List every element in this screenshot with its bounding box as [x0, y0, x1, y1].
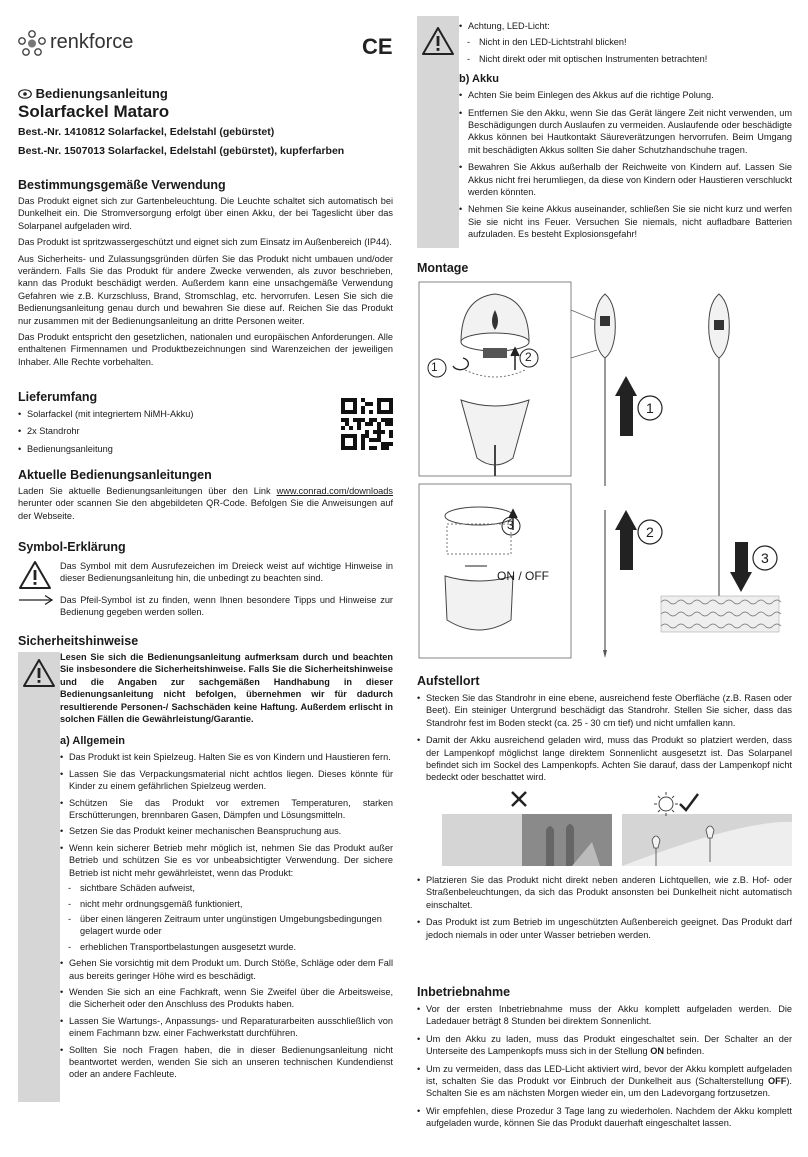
brand-logo	[18, 30, 168, 60]
delivery-item: • 2x Standrohr	[18, 425, 318, 437]
section-title-placement: Aufstellort	[417, 674, 480, 688]
ground-soil	[661, 596, 779, 632]
intended-use-p2: Das Produkt ist spritzwassergeschützt und eignet sich zum Einsatz im Außenbereich (IP44).	[18, 237, 392, 248]
safety-bullet: • Wenn kein sicherer Betrieb mehr möglich ist, nehmen Sie das Produkt außer Betrieb und schützen Sie es vor unbeabsichtigter Verwendung. Der sichere Betrieb ist nicht mehr gewährleistet, wenn das Produkt:	[60, 842, 393, 879]
down-arrow-3	[735, 542, 748, 576]
led-warning-title: • Achtung, LED-Licht:	[459, 20, 792, 32]
section-title-symbols: Symbol-Erklärung	[18, 540, 126, 554]
step-number-3: 3	[761, 550, 769, 566]
startup-bullet: • Wir empfehlen, diese Prozedur 3 Tage lang zu wiederholen. Nachdem der Akku komplett aufgeladen wurde, können Sie das Produkt dauerhaft eingeschaltet lassen.	[417, 1105, 792, 1130]
manuals-text: Laden Sie aktuelle Bedienungsanleitungen über den Link www.conrad.com/downloads herunter oder scannen Sie den abgebildeten QR-Code. Befolgen Sie die Anweisungen auf der Webseite.	[18, 486, 393, 521]
item-number-2: Best.-Nr. 1507013 Solarfackel, Edelstahl (gebürstet), kupferfarben	[18, 145, 345, 157]
battery-sidebar	[417, 16, 459, 248]
safety-sidebar	[18, 652, 60, 1102]
led-warning-item: - Nicht in den LED-Lichtstrahl blicken!	[459, 36, 792, 48]
torch-installed	[661, 294, 781, 632]
safety-bullet: • Sollten Sie noch Fragen haben, die in dieser Bedienungsanleitung nicht beantwortet werden, wenden Sie sich an unseren technischen Kundendienst oder an andere Fachleute.	[60, 1044, 393, 1081]
warning-symbol-text: Das Symbol mit dem Ausrufezeichen im Dreieck weist auf wichtige Hinweise in dieser Bedienungsanleitung hin, die unbedingt zu beachten sind.	[60, 561, 393, 584]
intended-use-p1: Das Produkt eignet sich zur Gartenbeleuchtung. Die Leuchte schaltet sich automatisch bei Dunkelheit ein. Die Stromversorgung erfolgt über einen Akku, der bei Tageslicht über das Solarpanel aufgeladen wird.	[18, 196, 393, 231]
delivery-item: • Bedienungsanleitung	[18, 443, 318, 455]
ce-mark: CE	[362, 34, 393, 59]
step-number-2: 2	[646, 524, 654, 540]
step-number-1: 1	[646, 400, 654, 416]
battery-bullet: • Entfernen Sie den Akku, wenn Sie das Gerät längere Zeit nicht verwenden, um Beschädigungen durch Auslaufen zu vermeiden. Auslaufende oder beschädigte Akkus können bei Hautkontakt Säureverätzungen hervorrufen. Beim Umgang mit beschädigten Akkus sollten Sie daher Schutzhandschuhe tragen.	[459, 107, 792, 157]
renkforce-logo-icon	[18, 30, 46, 56]
subsection-battery: b) Akku	[459, 73, 499, 86]
up-arrow-2	[620, 526, 633, 570]
safety-dash-item: - sichtbare Schäden aufweist,	[60, 882, 393, 894]
safety-bullet: • Lassen Sie das Verpackungsmaterial nicht achtlos liegen. Dieses könnte für Kinder zu einem gefährlichen Spielzeug werden.	[60, 768, 393, 793]
step-number-2: 2	[525, 350, 532, 364]
startup-bullet: • Um zu vermeiden, dass das LED-Licht aktiviert wird, bevor der Akku komplett aufgeladen ist, schalten Sie das Produkt vor Einbruch der Dunkelheit aus (Schalterstellung OFF). Schalten Sie es am nächsten Morgen wieder ein, um den Ladevorgang fortzusetzen.	[417, 1063, 792, 1100]
placement-bullet: • Stecken Sie das Standrohr in eine ebene, ausreichend feste Oberfläche (z.B. Rasen oder Beet). Ein steiniger Untergrund beschädigt das Standrohr. Stellen Sie sicher, dass das Standrohr fest im Boden steckt (ca. 25 - 30 cm tief) und nicht umfallen kann.	[417, 692, 792, 729]
placement-bullet: • Das Produkt ist zum Betrieb im ungeschützten Außenbereich geeignet. Das Produkt darf jedoch niemals in oder unter Wasser betrieben werden.	[417, 916, 792, 941]
battery-bullet: • Achten Sie beim Einlegen des Akkus auf die richtige Polung.	[459, 89, 792, 101]
arrow-symbol-text: Das Pfeil-Symbol ist zu finden, wenn Ihnen besondere Tipps und Hinweise zur Bedienung gegeben werden sollen.	[60, 595, 393, 618]
warning-triangle-icon	[18, 560, 52, 590]
step-number-1: 1	[431, 360, 438, 374]
safety-bullet: • Lassen Sie Wartungs-, Anpassungs- und Reparaturarbeiten ausschließlich von einem Fachmann bzw. einer Fachwerkstatt durchführen.	[60, 1015, 393, 1040]
section-title-delivery: Lieferumfang	[18, 390, 98, 404]
intended-use-p3: Aus Sicherheits- und Zulassungsgründen dürfen Sie das Produkt nicht umbauen und/oder verändern. Falls Sie das Produkt für andere Zwecke verwenden, als zuvor beschrieben, kann das Produkt beschädigt werden. Außerdem kann eine unsachgemäße Verwendung Gefahren wie z.B. Kurzschluss, Brand, Stromschlag, etc. hervorrufen. Lesen Sie sich die Bedienungsanleitung genau durch und bewahren Sie diese auf. Reichen Sie das Produkt nur zusammen mit der Bedienungsanleitung an dritte Personen weiter.	[18, 253, 393, 326]
safety-bullet: • Gehen Sie vorsichtig mit dem Produkt um. Durch Stöße, Schläge oder dem Fall aus bereits geringer Höhe wird es beschädigt.	[60, 957, 393, 982]
on-off-label: ON / OFF	[497, 569, 549, 583]
safety-bullet: • Das Produkt ist kein Spielzeug. Halten Sie es von Kindern und Haustieren fern.	[60, 751, 393, 763]
safety-dash-item: - erheblichen Transportbelastungen ausgesetzt wurde.	[60, 941, 393, 953]
assembly-illustration	[417, 280, 792, 660]
torch-with-stake	[571, 294, 615, 658]
placement-bullet: • Platzieren Sie das Produkt nicht direkt neben anderen Lichtquellen, wie z.B. Hof- oder Straßenbeleuchtungen, da sich das Produkt ansonsten bei Dunkelheit nicht automatisch einschaltet.	[417, 874, 792, 911]
step-number-3: 3	[507, 518, 514, 532]
eye-icon	[18, 89, 32, 99]
startup-bullet: • Vor der ersten Inbetriebnahme muss der Akku komplett aufgeladen werden. Die Ladedauer beträgt 8 Stunden bei direktem Sonnenlicht.	[417, 1003, 792, 1028]
battery-bullet: • Nehmen Sie keine Akkus auseinander, schließen Sie sie nicht kurz und werfen Sie sie nicht ins Feuer. Versuchen Sie niemals, nicht aufladbare Batterien aufzuladen. Es besteht Explosionsgefahr!	[459, 203, 792, 240]
safety-dash-item: - über einen längeren Zeitraum unter ungünstigen Umgebungsbedingungen gelagert wurde oder	[60, 913, 393, 938]
item-number-1: Best.-Nr. 1410812 Solarfackel, Edelstahl (gebürstet)	[18, 126, 275, 138]
lamp-head-detail	[461, 294, 529, 476]
section-title-manuals: Aktuelle Bedienungsanleitungen	[18, 468, 212, 482]
led-warning-item: - Nicht direkt oder mit optischen Instrumenten betrachten!	[459, 53, 792, 65]
section-title-safety: Sicherheitshinweise	[18, 634, 139, 648]
section-title-startup: Inbetriebnahme	[417, 985, 511, 999]
delivery-item: • Solarfackel (mit integriertem NiMH-Akku)	[18, 408, 318, 420]
arrow-right-icon	[18, 594, 54, 606]
brand-name: renkforce	[50, 31, 134, 53]
shade-scene	[442, 792, 612, 866]
warning-triangle-icon	[22, 658, 56, 688]
intended-use-p4: Das Produkt entspricht den gesetzlichen, nationalen und europäischen Anforderungen. Alle enthaltenen Firmennamen und Produktbezeichnungen sind Warenzeichen der jeweiligen Inhaber. Alle Rechte vorbehalten.	[18, 332, 393, 367]
battery-bullet: • Bewahren Sie Akkus außerhalb der Reichweite von Kindern auf. Lassen Sie Akkus nicht frei herumliegen, da diese von Kindern oder Haustieren verschluckt werden könnten.	[459, 161, 792, 198]
up-arrow-1	[620, 392, 633, 436]
startup-bullet: • Um den Akku zu laden, muss das Produkt eingeschaltet sein. Der Schalter an der Unterseite des Lampenkopfs muss sich in der Stellung ON befinden.	[417, 1033, 792, 1058]
sun-scene	[622, 792, 792, 866]
safety-bullet: • Wenden Sie sich an eine Fachkraft, wenn Sie Zweifel über die Arbeitsweise, die Sicherheit oder den Anschluss des Produkts haben.	[60, 986, 393, 1011]
subsection-general: a) Allgemein	[60, 735, 125, 748]
download-link[interactable]: www.conrad.com/downloads	[276, 486, 393, 496]
placement-illustration	[442, 790, 792, 866]
product-title: Solarfackel Mataro	[18, 102, 170, 121]
doc-type: Bedienungsanleitung	[18, 86, 393, 101]
section-title-assembly: Montage	[417, 261, 469, 275]
warning-triangle-icon	[421, 26, 455, 56]
safety-bullet: • Schützen Sie das Produkt vor extremen Temperaturen, starken Erschütterungen, brennbaren Gasen, Dämpfen und Lösungsmitteln.	[60, 797, 393, 822]
safety-intro: Lesen Sie sich die Bedienungsanleitung aufmerksam durch und beachten Sie insbesondere die Sicherheitshinweise. Falls Sie die Sicherheitshinweise und die Angaben zur sachgemäßen Handhabung in dieser Bedienungsanleitung nicht befolgen, übernehmen wir für dadurch resultierende Personen-/ Sachschäden keine Haftung. Außerdem erlischt in solchen Fällen die Gewährleistung/Garantie.	[60, 652, 393, 725]
qr-code[interactable]	[341, 398, 393, 450]
section-title-intended-use: Bestimmungsgemäße Verwendung	[18, 178, 226, 192]
safety-dash-item: - nicht mehr ordnungsgemäß funktioniert,	[60, 898, 393, 910]
safety-bullet: • Setzen Sie das Produkt keiner mechanischen Beanspruchung aus.	[60, 825, 393, 837]
placement-bullet: • Damit der Akku ausreichend geladen wird, muss das Produkt so platziert werden, dass der Lampenkopf möglichst lange direktem Sonnenlicht ausgesetzt ist. Das Solarpanel befindet sich im Sockel des Lampenkopfs. Achten Sie darauf, dass der Lampenkopf nicht bedeckt oder beschattet wird.	[417, 734, 792, 784]
